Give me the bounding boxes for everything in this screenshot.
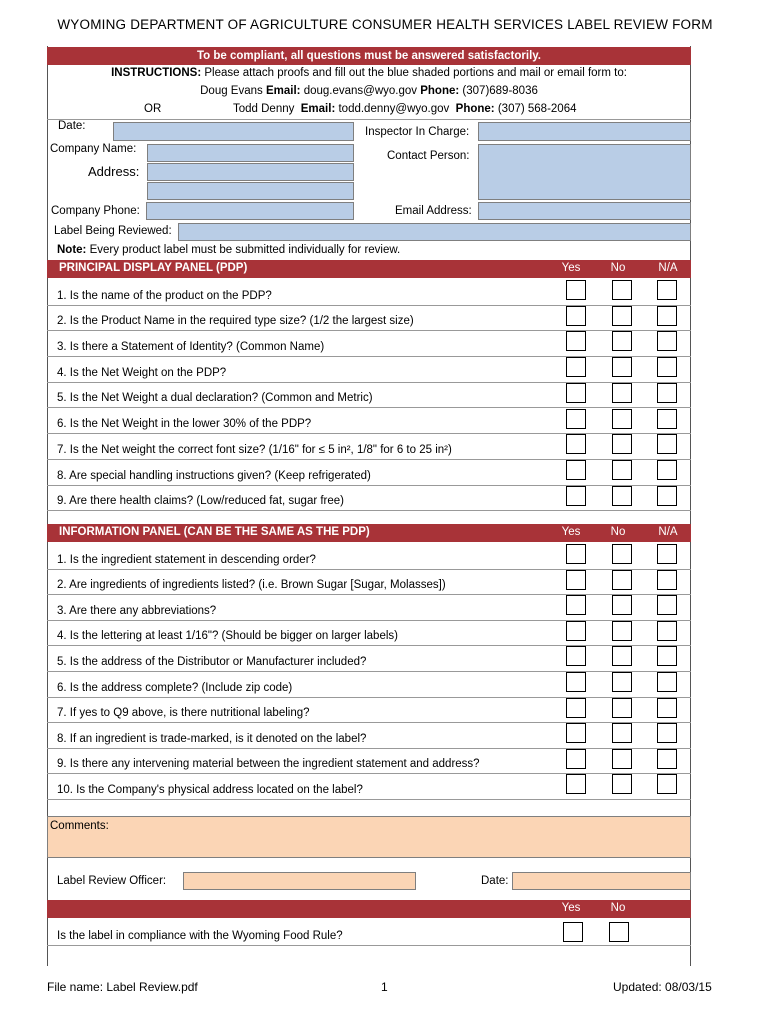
na-checkbox[interactable] [657,434,677,454]
no-col: No [610,262,626,274]
question-text: 1. Is the name of the product on the PDP? [57,289,272,302]
address-line-2[interactable] [147,182,354,200]
contact2-name: Todd Denny [233,103,295,115]
na-checkbox[interactable] [657,621,677,641]
question-text: 9. Are there health claims? (Low/reduced fat, sugar free) [57,495,345,508]
yes-checkbox[interactable] [566,486,586,506]
company-name-label: Company Name: [50,143,137,155]
no-checkbox[interactable] [612,383,632,403]
yes-checkbox[interactable] [566,595,586,615]
contact1-email-label: Email: [265,85,301,97]
address-line-1[interactable] [147,163,354,181]
date-label: Date: [58,120,86,132]
no-checkbox[interactable] [612,698,632,718]
na-checkbox[interactable] [657,570,677,590]
contact-person-label: Contact Person: [387,150,470,162]
footer-page: 1 [381,980,388,994]
note-text: Every product label must be submitted individually for review. [89,244,401,256]
note-label: Note: [57,244,87,256]
footer-updated: Updated: 08/03/15 [613,980,712,994]
na-checkbox[interactable] [657,486,677,506]
date-field[interactable] [113,122,354,141]
no-checkbox[interactable] [612,595,632,615]
question-text: 3. Are there any abbreviations? [57,604,217,617]
question-text: 2. Are ingredients of ingredients listed? (i.e. Brown Sugar [Sugar, Molasses]) [57,579,446,592]
compliance-question: Is the label in compliance with the Wyoming Food Rule? [57,930,343,942]
question-row [47,382,691,409]
yes-col: Yes [561,262,581,274]
na-checkbox[interactable] [657,409,677,429]
inspector-label: Inspector In Charge: [365,126,470,138]
question-text: 8. If an ingredient is trade-marked, is it denoted on the label? [57,732,367,745]
instructions-text: Please attach proofs and fill out the blue shaded portions and mail or email form to: [204,67,627,79]
contact2-phone: (307) 568-2064 [497,103,577,115]
no-checkbox[interactable] [612,723,632,743]
yes-col: Yes [561,526,581,538]
comments-label: Comments: [50,820,109,832]
na-checkbox[interactable] [657,544,677,564]
compliance-yes-checkbox[interactable] [563,922,583,942]
no-col: No [610,526,626,538]
no-checkbox[interactable] [612,749,632,769]
contact2-phone-label: Phone: [455,103,495,115]
divider [47,119,691,120]
na-checkbox[interactable] [657,595,677,615]
yes-col: Yes [561,902,581,914]
na-checkbox[interactable] [657,749,677,769]
compliance-header [47,900,691,918]
inspector-field[interactable] [478,122,691,141]
na-checkbox[interactable] [657,723,677,743]
yes-checkbox[interactable] [566,280,586,300]
na-checkbox[interactable] [657,383,677,403]
question-row [47,671,691,698]
question-text: 6. Is the Net Weight in the lower 30% of the PDP? [57,418,312,431]
pdp-heading: PRINCIPAL DISPLAY PANEL (PDP) [59,262,248,274]
no-checkbox[interactable] [612,486,632,506]
info-header [47,524,691,542]
no-checkbox[interactable] [612,672,632,692]
no-checkbox[interactable] [612,774,632,794]
question-text: 8. Are special handling instructions given? (Keep refrigerated) [57,469,371,482]
question-row [47,697,691,724]
no-checkbox[interactable] [612,621,632,641]
pdp-header [47,260,691,278]
info-heading: INFORMATION PANEL (CAN BE THE SAME AS THE PDP) [59,526,370,538]
question-row [47,433,691,460]
yes-checkbox[interactable] [566,331,586,351]
na-checkbox[interactable] [657,646,677,666]
contact1-email[interactable]: doug.evans@wyo.gov [303,85,418,97]
question-row [47,543,691,570]
question-row [47,645,691,672]
question-row [47,330,691,357]
yes-checkbox[interactable] [566,544,586,564]
question-row [47,620,691,647]
no-checkbox[interactable] [612,646,632,666]
address-label: Address: [88,164,140,179]
na-checkbox[interactable] [657,280,677,300]
question-row [47,722,691,749]
form-title: WYOMING DEPARTMENT OF AGRICULTURE CONSUMER HEALTH SERVICES LABEL REVIEW FORM [57,17,713,32]
yes-checkbox[interactable] [566,383,586,403]
company-name-field[interactable] [147,144,354,162]
no-checkbox[interactable] [612,280,632,300]
question-text: 9. Is there any intervening material between the ingredient statement and address? [57,758,480,771]
no-col: No [610,902,626,914]
question-text: 5. Is the address of the Distributor or Manufacturer included? [57,655,367,668]
question-row [47,356,691,383]
question-text: 7. If yes to Q9 above, is there nutritional labeling? [57,707,310,720]
company-phone-field[interactable] [146,202,354,220]
no-checkbox[interactable] [612,544,632,564]
question-row [47,773,691,800]
question-text: 3. Is there a Statement of Identity? (Common Name) [57,341,325,354]
instructions [47,67,691,79]
question-row [47,408,691,435]
yes-checkbox[interactable] [566,646,586,666]
no-checkbox[interactable] [612,460,632,480]
officer-date-label: Date: [481,875,509,887]
no-checkbox[interactable] [612,570,632,590]
or-label: OR [144,103,162,115]
label-reviewed-field[interactable] [178,223,691,241]
yes-checkbox[interactable] [566,672,586,692]
na-checkbox[interactable] [657,357,677,377]
yes-checkbox[interactable] [566,723,586,743]
officer-label: Label Review Officer: [57,875,167,887]
compliance-row [47,918,691,946]
email-address-label: Email Address: [395,205,472,217]
na-checkbox[interactable] [657,672,677,692]
question-row [47,305,691,332]
na-col: N/A [658,262,678,274]
question-text: 5. Is the Net Weight a dual declaration? (Common and Metric) [57,392,373,405]
officer-field[interactable] [183,872,416,890]
contact2-email-label: Email: [300,103,336,115]
officer-date-field[interactable] [512,872,691,890]
contact2-email[interactable]: todd.denny@wyo.gov [338,103,450,115]
question-text: 7. Is the Net weight the correct font size? (1/16" for ≤ 5 in², 1/8" for 6 to 25 in²) [57,443,452,456]
label-reviewed-label: Label Being Reviewed: [54,225,172,237]
na-checkbox[interactable] [657,460,677,480]
question-text: 4. Is the lettering at least 1/16"? (Should be bigger on larger labels) [57,630,398,643]
contact-line-1 [47,85,691,97]
no-checkbox[interactable] [612,409,632,429]
question-row [47,748,691,775]
question-text: 6. Is the address complete? (Include zip code) [57,681,293,694]
na-checkbox[interactable] [657,331,677,351]
contact1-phone-label: Phone: [420,85,460,97]
question-text: 1. Is the ingredient statement in descending order? [57,553,316,566]
question-text: 10. Is the Company's physical address located on the label? [57,783,363,796]
email-address-field[interactable] [478,202,691,220]
yes-checkbox[interactable] [566,774,586,794]
yes-checkbox[interactable] [566,570,586,590]
instructions-label: INSTRUCTIONS: [111,67,202,79]
yes-checkbox[interactable] [566,434,586,454]
yes-checkbox[interactable] [566,409,586,429]
footer-filename: File name: Label Review.pdf [47,980,198,994]
yes-checkbox[interactable] [566,460,586,480]
no-checkbox[interactable] [612,357,632,377]
yes-checkbox[interactable] [566,698,586,718]
na-checkbox[interactable] [657,306,677,326]
no-checkbox[interactable] [612,434,632,454]
yes-checkbox[interactable] [566,621,586,641]
contact1-phone: (307)689-8036 [462,85,538,97]
question-row [47,485,691,512]
company-phone-label: Company Phone: [51,205,140,217]
na-checkbox[interactable] [657,698,677,718]
question-row [47,594,691,621]
contact-person-field[interactable] [478,144,691,200]
contact1-name: Doug Evans [200,85,263,97]
comments-field[interactable] [47,816,691,858]
yes-checkbox[interactable] [566,749,586,769]
compliance-no-checkbox[interactable] [609,922,629,942]
question-row [47,279,691,306]
note [57,244,400,256]
yes-checkbox[interactable] [566,306,586,326]
question-row [47,459,691,486]
question-row [47,569,691,596]
no-checkbox[interactable] [612,331,632,351]
question-text: 4. Is the Net Weight on the PDP? [57,366,227,379]
na-col: N/A [658,526,678,538]
question-text: 2. Is the Product Name in the required type size? (1/2 the largest size) [57,315,414,328]
na-checkbox[interactable] [657,774,677,794]
yes-checkbox[interactable] [566,357,586,377]
no-checkbox[interactable] [612,306,632,326]
contact-line-2 [233,103,577,115]
compliance-banner: To be compliant, all questions must be answered satisfactorily. [47,47,691,65]
